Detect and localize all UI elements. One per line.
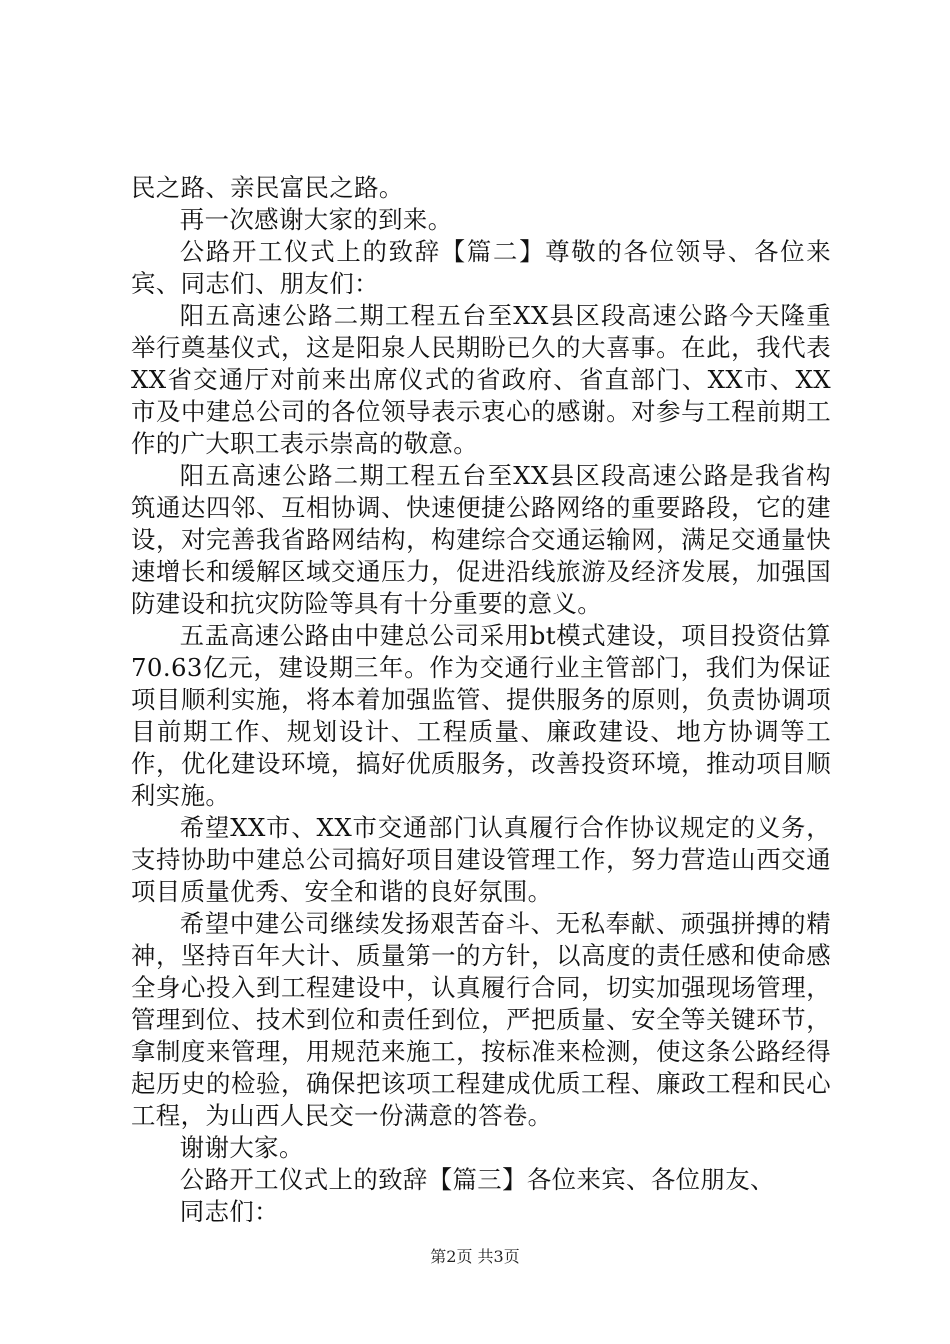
paragraph-ceremony-intro: 阳五高速公路二期工程五台至XX县区段高速公路今天隆重举行奠基仪式，这是阳泉人民期盼已久的大喜事。在此，我代表XX省交通厅对前来出席仪式的省政府、省直部门、XX市、XX市及中建总公司的各位领导表示衷心的感谢。对参与工程前期工作的广大职工表示崇高的敬意。 xyxy=(131,301,831,458)
paragraph-speech-three-heading: 公路开工仪式上的致辞【篇三】各位来宾、各位朋友、 xyxy=(179,1165,775,1194)
paragraph-comrades: 同志们： xyxy=(179,1197,279,1226)
paragraph-thank-you: 谢谢大家。 xyxy=(179,1133,304,1162)
document-body xyxy=(131,172,831,1228)
paragraph-hope-city-departments: 希望XX市、XX市交通部门认真履行合作协议规定的义务，支持协助中建总公司搞好项目建设管理工作，努力营造山西交通项目质量优秀、安全和谐的良好氛围。 xyxy=(131,813,831,906)
paragraph-speech-two-heading: 公路开工仪式上的致辞【篇二】尊敬的各位领导、各位来宾、同志们、朋友们： xyxy=(131,237,831,298)
page-number-footer: 第2页 共3页 xyxy=(430,1247,520,1266)
paragraph-thanks-again: 再一次感谢大家的到来。 xyxy=(179,205,453,234)
paragraph-continuation: 民之路、亲民富民之路。 xyxy=(131,173,404,202)
paragraph-investment: 五盂高速公路由中建总公司采用bt模式建设，项目投资估算70.63亿元，建设期三年。作为交通行业主管部门，我们为保证项目顺利实施，将本着加强监管、提供服务的原则，负责协调项目前期工作、规划设计、工程质量、廉政建设、地方协调等工作，优化建设环境，搞好优质服务，改善投资环境，推动项目顺利实施。 xyxy=(131,621,831,810)
paragraph-hope-company: 希望中建公司继续发扬艰苦奋斗、无私奉献、顽强拼搏的精神，坚持百年大计、质量第一的方针，以高度的责任感和使命感全身心投入到工程建设中，认真履行合同，切实加强现场管理，管理到位、技术到位和责任到位，严把质量、安全等关键环节，拿制度来管理，用规范来施工，按标准来检测，使这条公路经得起历史的检验，确保把该项工程建成优质工程、廉政工程和民心工程，为山西人民交一份满意的答卷。 xyxy=(131,909,831,1130)
paragraph-road-significance: 阳五高速公路二期工程五台至XX县区段高速公路是我省构筑通达四邻、互相协调、快速便捷公路网络的重要路段，它的建设，对完善我省路网结构，构建综合交通运输网，满足交通量快速增长和缓解区域交通压力，促进沿线旅游及经济发展，加强国防建设和抗灾防险等具有十分重要的意义。 xyxy=(131,461,831,618)
